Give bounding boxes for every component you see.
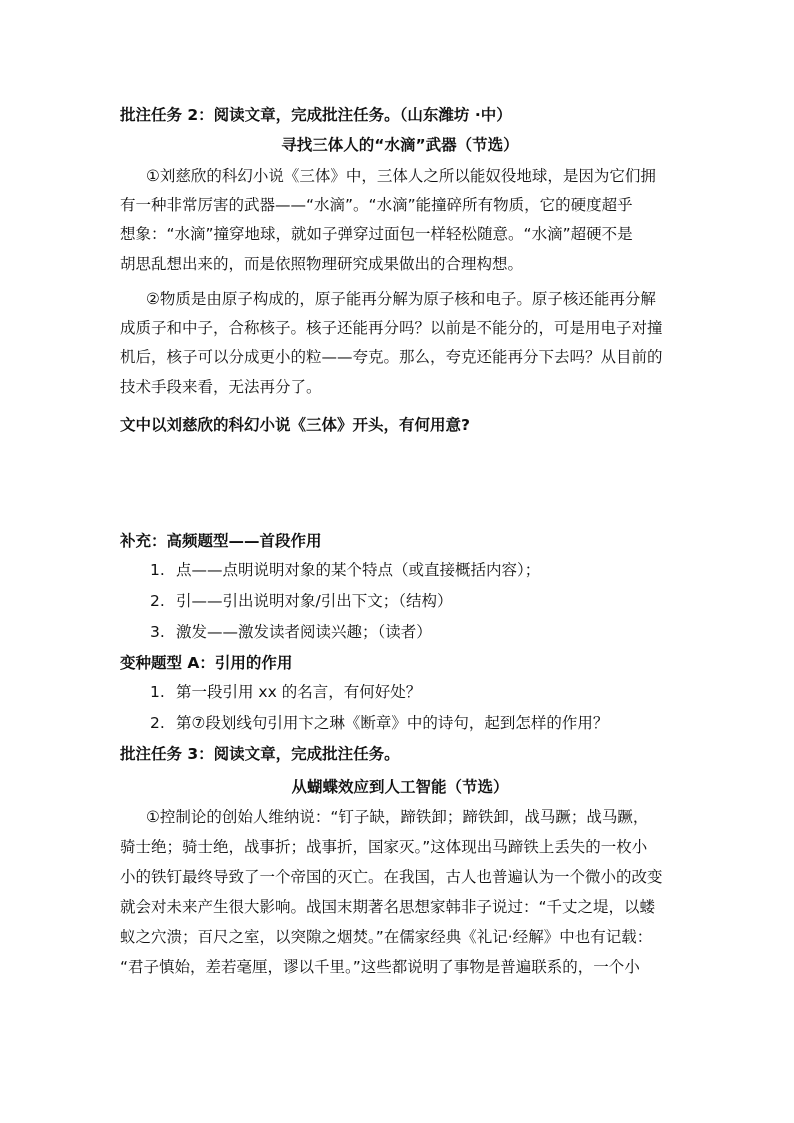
supplement-heading: 补充：高频题型——首段作用: [120, 532, 322, 550]
task2-p1-line3: 想象：“水滴”撞穿地球，就如子弹穿过面包一样轻松随意。“水滴”超硬不是: [120, 225, 633, 243]
list-text: 激发——激发读者阅读兴趣；（读者）: [176, 623, 432, 641]
supplement-item-2: [150, 590, 710, 612]
list-number: 2.: [150, 592, 165, 610]
list-number: 2.: [150, 714, 165, 732]
list-number: 1.: [150, 683, 165, 701]
task3-heading: 批注任务 3：阅读文章，完成批注任务。: [120, 745, 400, 763]
supplement-item-1: [150, 559, 710, 581]
task3-p1-line2: 骑士绝；骑士绝，战事折；战事折，国家灭。”这体现出马蹄铁上丢失的一枚小: [120, 838, 648, 856]
task3-p1-line3: 小的铁钉最终导致了一个帝国的灭亡。在我国，古人也普遍认为一个微小的改变: [120, 868, 663, 886]
variant-item-1: [150, 681, 710, 703]
variant-heading: 变种题型 A：引用的作用: [120, 654, 293, 672]
task2-question: 文中以刘慈欣的科幻小说《三体》开头，有何用意?: [120, 416, 470, 434]
task3-p1-line1: ①控制论的创始人维纳说：“钉子缺，蹄铁卸；蹄铁卸，战马蹶；战马蹶，: [146, 808, 649, 826]
task2-p1-line4: 胡思乱想出来的，而是依照物理研究成果做出的合理构想。: [120, 255, 524, 273]
list-number: 3.: [150, 623, 165, 641]
task3-p1-line4: 就会对未来产生很大影响。战国末期著名思想家韩非子说过：“千丈之堤，以蝼: [120, 898, 656, 916]
task2-p2-line3: 机后，核子可以分成更小的粒——夸克。那么，夸克还能再分下去吗？从目前的: [120, 348, 663, 366]
list-number: 1.: [150, 561, 165, 579]
variant-item-2: [150, 712, 710, 734]
task2-p2-line4: 技术手段来看，无法再分了。: [120, 378, 322, 396]
task2-p2-line1: ②物质是由原子构成的，原子能再分解为原子核和电子。原子核还能再分解: [146, 290, 656, 308]
list-text: 第⑦段划线句引用卞之琳《断章》中的诗句，起到怎样的作用？: [176, 714, 609, 732]
task3-p1-line5: 蚁之穴溃；百尺之室，以突隙之烟焚。”在儒家经典《礼记·经解》中也有记载：: [120, 928, 653, 946]
list-text: 点——点明说明对象的某个特点（或直接概括内容）；: [176, 561, 541, 579]
task2-heading: 批注任务 2：阅读文章，完成批注任务。（山东潍坊 ·中）: [120, 106, 512, 124]
task3-p1-line6: “君子慎始，差若毫厘，谬以千里。”这些都说明了事物是普遍联系的，一个小: [120, 958, 640, 976]
list-text: 引——引出说明对象/引出下文；（结构）: [176, 592, 453, 610]
task3-article-title: 从蝴蝶效应到人工智能（节选）: [291, 778, 509, 796]
task2-p1-line2: 有一种非常厉害的武器——“水滴”。“水滴”能撞碎所有物质，它的硬度超乎: [120, 196, 633, 214]
task2-article-title: 寻找三体人的“水滴”武器（节选）: [281, 136, 519, 154]
supplement-item-3: [150, 621, 710, 643]
list-text: 第一段引用 xx 的名言，有何好处？: [176, 683, 422, 701]
task2-p2-line2: 成质子和中子，合称核子。核子还能再分吗？以前是不能分的，可是用电子对撞: [120, 319, 663, 337]
task2-p1-line1: ①刘慈欣的科幻小说《三体》中，三体人之所以能奴役地球，是因为它们拥: [146, 167, 656, 185]
